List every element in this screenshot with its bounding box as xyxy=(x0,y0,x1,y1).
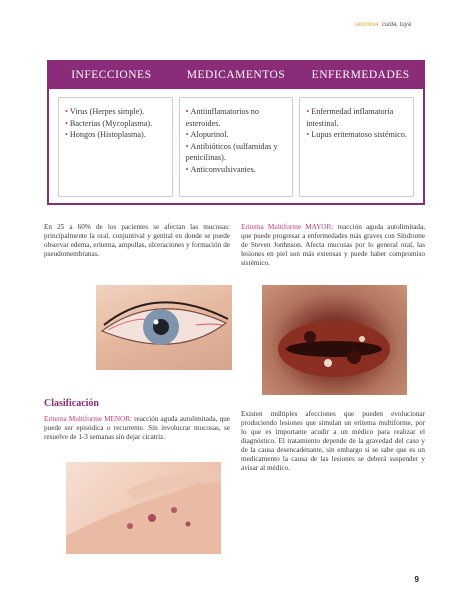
mayor-label: Eritema Multiforme MAYOR: xyxy=(241,223,334,231)
list-item: • Alopurinol. xyxy=(185,130,229,139)
list-item: • Hongos (Histoplasma). xyxy=(65,130,146,139)
bullet-icon: • xyxy=(185,107,189,116)
list-item: • Bacterias (Mycoplasma). xyxy=(65,118,153,128)
menor-label: Eritema Multiforme MENOR: xyxy=(44,415,133,423)
list-item: • Antiinflamatorios no esteroides. xyxy=(185,107,259,128)
brand-tagline: cuida, tuya xyxy=(381,22,411,28)
bullet-icon: • xyxy=(185,164,189,174)
mayor-text: reacción aguda autolimitada, que puede progresar a enfermedades más graves con Síndrome de Steven Jonhnson. Afecta mucosas por lo general oral, las lesiones en piel son más extensas y puede haber compromiso sistémico. xyxy=(241,223,425,267)
list-item: • Antibióticos (sulfamidas y penicilinas). xyxy=(185,141,278,162)
header-medicamentos: MEDICAMENTOS xyxy=(186,69,286,81)
column-enfermedades xyxy=(299,97,414,197)
column-medicamentos xyxy=(179,97,294,197)
list-item: • Lupus eritematoso sistémico. xyxy=(306,130,407,139)
bullet-icon: • xyxy=(65,130,68,139)
causes-table xyxy=(47,60,425,205)
list-item: • Anticonvulsivantes. xyxy=(185,164,256,174)
column-infecciones xyxy=(58,97,173,197)
bullet-icon: • xyxy=(306,107,310,116)
table-header-row xyxy=(49,62,423,89)
menor-paragraph xyxy=(44,415,230,442)
section-title: Clasificación xyxy=(44,398,99,409)
brand-name: skinnova xyxy=(354,22,379,28)
hand-lesion-photo xyxy=(66,462,221,554)
bullet-icon: • xyxy=(185,130,189,139)
bullet-icon: • xyxy=(65,107,68,116)
bullet-icon: • xyxy=(306,130,310,139)
page-number: 9 xyxy=(414,575,419,584)
red-eye-photo xyxy=(96,285,232,370)
brand-header xyxy=(355,22,411,28)
list-item: • Virus (Herpes simple). xyxy=(65,107,145,116)
bullet-icon: • xyxy=(65,118,68,128)
closing-paragraph: Existen múltiples afecciones que pueden evolucionar produciendo lesiones que simulan un eritema multiforme, por lo que es importante acudir a un médico para realizar el diagnóstico. El tratamiento depende de la gravedad del caso y de la causa desencadenante, sin embargo si se sabe que es un medicamento la causa de las lesiones se deberá suspender y avisar al médico. xyxy=(241,410,425,472)
bullet-icon: • xyxy=(185,141,189,151)
header-infecciones: INFECCIONES xyxy=(71,69,152,81)
lips-lesion-photo xyxy=(262,285,407,395)
header-enfermedades: ENFERMEDADES xyxy=(311,69,410,81)
menor-text: reacción aguda autolimitada, que puede ser episódica o recurrente. Sin involucrar mucosas, se resuelve de 1-3 semanas sin dejar cicatriz. xyxy=(44,415,230,441)
intro-paragraph: En 25 a 60% de los pacientes se afectan las mucosas: principalmente la oral, conjuntival y genital en donde se puede observar edema, eritema, ampollas, ulceraciones y formación de pseudomembranas. xyxy=(44,223,230,258)
list-item: • Enfermedad inflamatoria intestinal. xyxy=(306,107,394,128)
mayor-paragraph xyxy=(241,223,425,268)
